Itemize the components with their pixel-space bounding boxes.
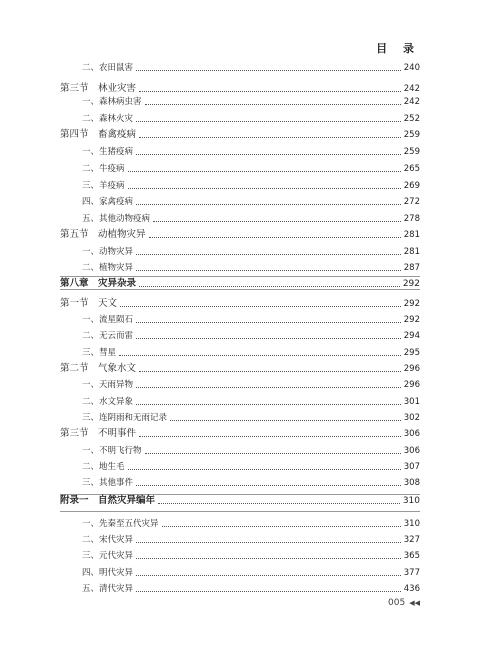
toc-entry-title: 一、森林病虫害 <box>82 97 142 107</box>
toc-leader-dots <box>136 120 401 122</box>
toc-entry-title: 三、其他事件 <box>82 478 134 488</box>
toc-entry-page: 436 <box>403 584 420 594</box>
toc-item-row[interactable] <box>60 242 420 258</box>
toc-entry-page: 301 <box>403 397 420 407</box>
toc-leader-dots <box>139 285 400 287</box>
toc-entry-page: 310 <box>402 496 420 506</box>
toc-leader-dots <box>136 203 401 205</box>
toc-entry-title: 一、先秦至五代灾异 <box>82 519 159 529</box>
toc-entry-page: 240 <box>403 63 420 73</box>
page-header-title: 目 录 <box>376 42 420 55</box>
toc-entry-title: 二、地生毛 <box>82 462 125 472</box>
toc-entry-page: 296 <box>403 364 420 374</box>
toc-entry-title: 附录一 自然灾异编年 <box>60 495 156 506</box>
toc-leader-dots <box>139 136 401 138</box>
toc-item-row[interactable] <box>60 343 420 359</box>
toc-entry-page: 281 <box>403 230 420 240</box>
toc-leader-dots <box>136 590 401 592</box>
toc-entry-title: 一、生猪疫病 <box>82 147 134 157</box>
toc-entry-title: 一、流星陨石 <box>82 315 134 325</box>
toc-leader-dots <box>136 253 401 255</box>
toc-item-row[interactable] <box>60 176 420 192</box>
toc-leader-dots <box>145 452 401 454</box>
toc-item-row[interactable] <box>60 441 420 457</box>
toc-entry-title: 二、植物灾异 <box>82 263 134 273</box>
toc-leader-dots <box>120 305 401 307</box>
toc-leader-dots <box>162 525 401 527</box>
page-footer <box>388 598 420 608</box>
toc-entry-title: 四、家禽疫病 <box>82 197 134 207</box>
toc-entry-title: 二、水文异象 <box>82 397 134 407</box>
toc-entry-page: 281 <box>403 247 420 257</box>
toc-leader-dots <box>139 435 401 437</box>
toc-entry-page: 287 <box>403 263 420 273</box>
toc-entry-page: 296 <box>403 380 420 390</box>
toc-leader-dots <box>136 484 401 486</box>
toc-entry-page: 269 <box>403 181 420 191</box>
toc-leader-dots <box>153 220 401 222</box>
toc-entry-title: 五、清代灾异 <box>82 584 134 594</box>
toc-entry-title: 三、元代灾异 <box>82 551 134 561</box>
toc-item-row[interactable] <box>60 530 420 546</box>
toc-entry-title: 二、无云而雷 <box>82 331 134 341</box>
toc-entry-page: 272 <box>403 197 420 207</box>
toc-leader-dots <box>128 170 401 172</box>
toc-item-row[interactable] <box>60 457 420 473</box>
toc-entry-page: 292 <box>402 279 420 289</box>
toc-leader-dots <box>136 269 401 271</box>
toc-entry-title: 三、羊疫病 <box>82 181 125 191</box>
toc-section-row[interactable] <box>60 294 420 310</box>
toc-chapter-row[interactable] <box>60 491 420 507</box>
toc-entry-title: 第五节 动植物灾异 <box>60 229 146 240</box>
toc-leader-dots <box>139 370 401 372</box>
toc-item-row[interactable] <box>60 159 420 175</box>
toc-leader-dots <box>136 321 401 323</box>
chapter-rule <box>60 511 420 512</box>
toc-entry-title: 第三节 林业灾害 <box>60 83 137 94</box>
toc-entry-title: 一、天雨异物 <box>82 380 134 390</box>
toc-entry-title: 三、彗星 <box>82 348 117 358</box>
toc-chapter-row[interactable] <box>60 274 420 290</box>
toc-item-row[interactable] <box>60 58 420 74</box>
toc-entry-page: 295 <box>403 348 420 358</box>
toc-item-row[interactable] <box>60 326 420 342</box>
toc-entry-page: 259 <box>403 147 420 157</box>
toc-leader-dots <box>119 354 401 356</box>
toc-entry-title: 四、明代灾异 <box>82 568 134 578</box>
toc-item-row[interactable] <box>60 473 420 489</box>
toc-leader-dots <box>170 419 401 421</box>
toc-section-row[interactable] <box>60 225 420 241</box>
toc-entry-page: 306 <box>403 446 420 456</box>
toc-entry-title: 第二节 气象水文 <box>60 363 137 374</box>
toc-leader-dots <box>136 541 401 543</box>
toc-entry-title: 二、宋代灾异 <box>82 535 134 545</box>
toc-entry-title: 二、森林火灾 <box>82 114 134 124</box>
toc-item-row[interactable] <box>60 408 420 424</box>
toc-entry-page: 265 <box>403 164 420 174</box>
toc-entry-page: 278 <box>403 214 420 224</box>
toc-entry-title: 第四节 畜禽疫病 <box>60 129 137 140</box>
toc-entry-title: 第八章 灾异杂录 <box>60 278 137 289</box>
toc-leader-dots <box>136 403 401 405</box>
toc-leader-dots <box>158 502 400 504</box>
toc-item-row[interactable] <box>60 546 420 562</box>
toc-entry-page: 306 <box>403 429 420 439</box>
toc-entry-page: 308 <box>403 478 420 488</box>
toc-entry-page: 252 <box>403 114 420 124</box>
toc-leader-dots <box>149 236 401 238</box>
toc-entry-page: 302 <box>403 413 420 423</box>
toc-leader-dots <box>136 337 401 339</box>
toc-item-row[interactable] <box>60 109 420 125</box>
toc-leader-dots <box>136 557 401 559</box>
toc-item-row[interactable] <box>60 92 420 108</box>
toc-entry-page: 292 <box>403 299 420 309</box>
toc-entry-page: 307 <box>403 462 420 472</box>
toc-entry-page: 294 <box>403 331 420 341</box>
page-number: 005 <box>388 598 406 608</box>
toc-entry-page: 259 <box>403 130 420 140</box>
toc-item-row[interactable] <box>60 563 420 579</box>
toc-section-row[interactable] <box>60 424 420 440</box>
toc-entry-page: 377 <box>403 568 420 578</box>
footer-mark: ◀◀ <box>409 599 420 607</box>
toc-entry-page: 242 <box>403 97 420 107</box>
toc-leader-dots <box>145 103 401 105</box>
toc-entry-title: 二、牛疫病 <box>82 164 125 174</box>
toc-entry-title: 五、其他动物疫病 <box>82 214 151 224</box>
toc-item-row[interactable] <box>60 258 420 274</box>
toc-entry-title: 一、不明飞行物 <box>82 446 142 456</box>
toc-leader-dots <box>128 187 401 189</box>
toc-entry-title: 二、农田鼠害 <box>82 63 134 73</box>
toc-leader-dots <box>136 69 401 71</box>
toc-item-row[interactable] <box>60 310 420 326</box>
toc-leader-dots <box>136 386 401 388</box>
toc-item-row[interactable] <box>60 579 420 595</box>
toc-item-row[interactable] <box>60 142 420 158</box>
toc-section-row[interactable] <box>60 125 420 141</box>
toc-entry-page: 242 <box>403 84 420 94</box>
toc-leader-dots <box>128 468 401 470</box>
toc-leader-dots <box>136 574 401 576</box>
toc-entry-page: 292 <box>403 315 420 325</box>
toc-section-row[interactable] <box>60 359 420 375</box>
toc-entry-title: 一、动物灾异 <box>82 247 134 257</box>
toc-entry-page: 365 <box>403 551 420 561</box>
toc-item-row[interactable] <box>60 192 420 208</box>
toc-item-row[interactable] <box>60 514 420 530</box>
toc-item-row[interactable] <box>60 392 420 408</box>
toc-leader-dots <box>136 153 401 155</box>
toc-entry-page: 327 <box>403 535 420 545</box>
toc-item-row[interactable] <box>60 375 420 391</box>
toc-item-row[interactable] <box>60 209 420 225</box>
toc-entry-page: 310 <box>403 519 420 529</box>
toc-entry-title: 第一节 天文 <box>60 298 118 309</box>
toc-entry-title: 三、连阴雨和无雨记录 <box>82 413 168 423</box>
toc-entry-title: 第三节 不明事件 <box>60 428 137 439</box>
